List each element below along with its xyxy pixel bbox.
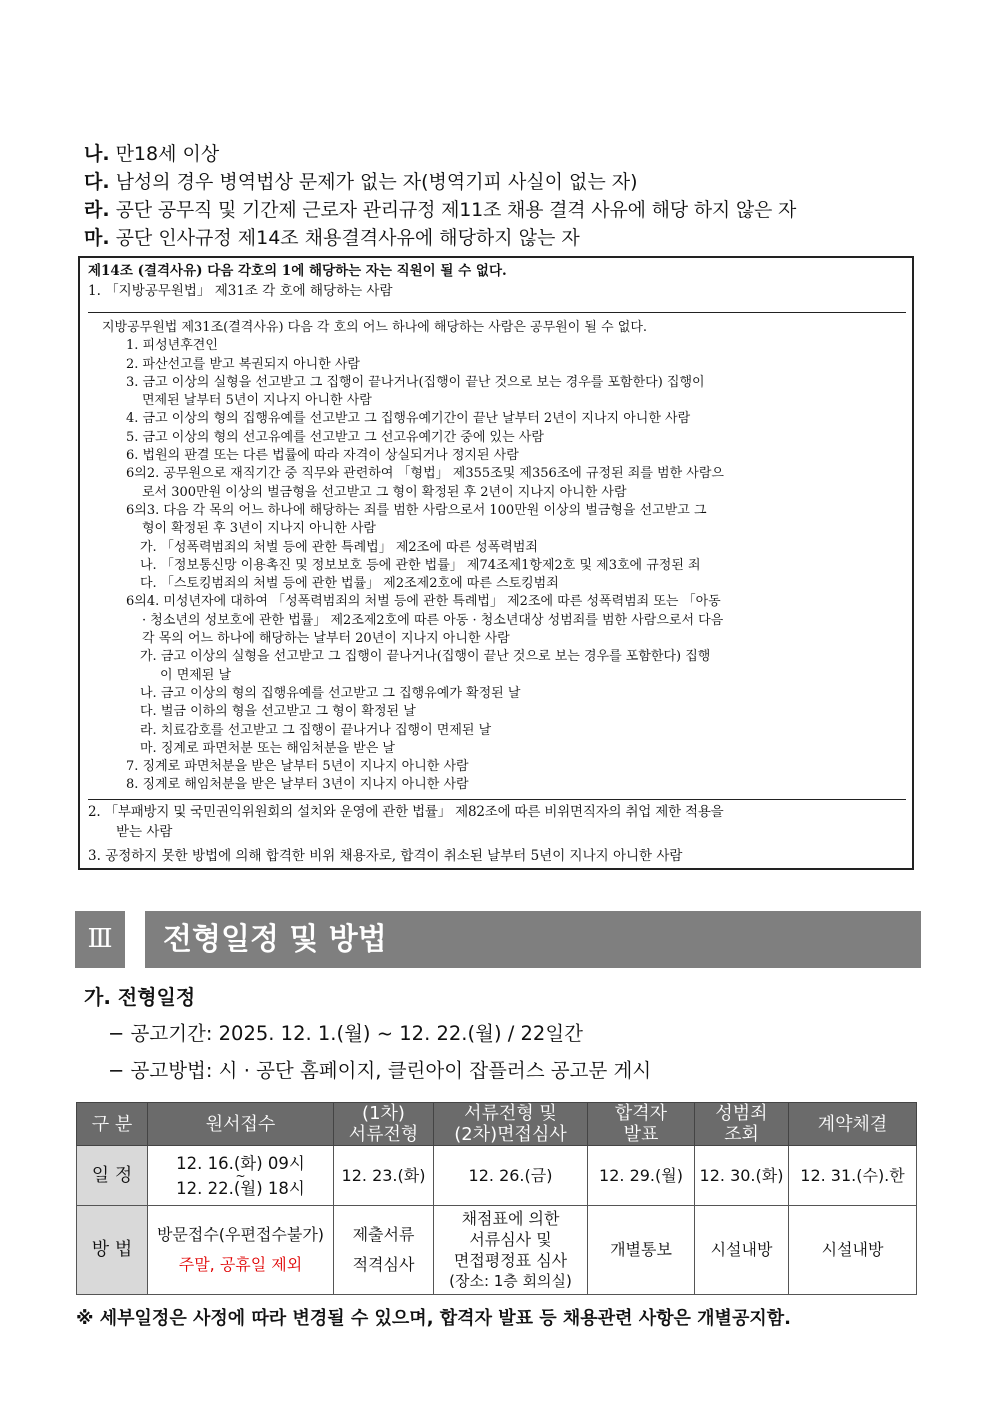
article31-text xyxy=(88,313,906,795)
apply-tilde: ~ xyxy=(235,1168,246,1183)
article14-box xyxy=(78,256,914,870)
doc-line: 제출서류 xyxy=(352,1225,415,1244)
footnote: ※ 세부일정은 사정에 따라 변경될 수 있으며, 합격자 발표 등 채용관련 사항은 개별공지함. xyxy=(76,1308,791,1329)
header-line: (1차) xyxy=(362,1103,405,1124)
article31-line: 1. 피성년후견인 xyxy=(126,338,218,354)
date-cell: 12. 23.(화) xyxy=(334,1146,434,1206)
review-line: (장소: 1층 회의실) xyxy=(449,1272,572,1290)
row-label: 일 정 xyxy=(77,1146,148,1206)
article31-line: 로서 300만원 이상의 벌금형을 선고받고 그 형이 확정된 후 2년이 지나지 아니한 사람 xyxy=(142,484,627,500)
date-cell: 12. 29.(월) xyxy=(588,1146,695,1206)
date-cell: 12. 26.(금) xyxy=(434,1146,588,1206)
item-text: 공단 공무직 및 기간제 근로자 관리규정 제11조 채용 결격 사유에 해당 하지 않은 자 xyxy=(115,199,797,221)
schedule-heading: 가. 전형일정 xyxy=(84,985,196,1009)
item-marker: 라. xyxy=(84,199,110,221)
article31-line: 3. 금고 이상의 실형을 선고받고 그 집행이 끝나거나(집행이 끝난 것으로 보는 경우를 포함한다) 집행이 xyxy=(126,374,705,390)
article14-foot xyxy=(80,800,912,866)
doc-method-cell xyxy=(334,1206,434,1295)
article14-item3: 3. 공정하지 못한 방법에 의해 합격한 비위 채용자로, 합격이 취소된 날부터 5년이 지나지 아니한 사람 xyxy=(88,848,683,864)
header-line: 성범죄 xyxy=(715,1103,768,1124)
section-number: Ⅲ xyxy=(75,911,125,968)
notice-method: − 공고방법: 시 · 공단 홈페이지, 클린아이 잡플러스 공고문 게시 xyxy=(108,1059,652,1082)
method-cell: 시설내방 xyxy=(789,1206,917,1295)
header-cell: 구 분 xyxy=(77,1103,148,1146)
section-header xyxy=(75,911,921,968)
article31-line: 5. 금고 이상의 형의 선고유예를 선고받고 그 선고유예기간 중에 있는 사람 xyxy=(126,429,544,445)
apply-start: 12. 16.(화) 09시 xyxy=(176,1153,305,1173)
table-header-row xyxy=(77,1103,917,1146)
article31-line: 8. 징계로 해임처분을 받은 날부터 3년이 지나지 아니한 사람 xyxy=(126,777,469,793)
article31-line: 6의3. 다음 각 목의 어느 하나에 해당하는 죄를 범한 사람으로서 100만원 이상의 벌금형을 선고받고 그 xyxy=(126,502,707,518)
item-marker: 다. xyxy=(84,171,110,193)
header-line: 조회 xyxy=(724,1124,759,1145)
eligibility-list xyxy=(84,140,934,252)
item-marker: 마. xyxy=(84,227,110,249)
method-cell: 시설내방 xyxy=(695,1206,789,1295)
article31-line: 마. 징계로 파면처분 또는 해임처분을 받은 날 xyxy=(140,740,395,756)
apply-date-cell xyxy=(148,1146,334,1206)
article31-box xyxy=(88,312,906,800)
apply-method: 방문접수(우편접수불가) xyxy=(156,1225,325,1244)
item-marker: 나. xyxy=(84,143,110,165)
article31-line: 6의2. 공무원으로 재직기간 중 직무와 관련하여 「형법」 제355조및 제356조에 규정된 죄를 범한 사람으 xyxy=(126,466,724,482)
method-cell: 개별통보 xyxy=(588,1206,695,1295)
review-line: 채점표에 의한 xyxy=(461,1209,560,1228)
header-line: 서류전형 및 xyxy=(464,1103,557,1124)
article31-line: 나. 「정보통신망 이용촉진 및 정보보호 등에 관한 법률」 제74조제1항제2호 및 제3호에 규정된 죄 xyxy=(140,557,701,573)
table-row-methods xyxy=(77,1206,917,1295)
review-line: 면접평정표 심사 xyxy=(453,1251,568,1270)
notice-period: − 공고기간: 2025. 12. 1.(월) ~ 12. 22.(월) / 22일간 xyxy=(108,1022,584,1045)
header-line: 서류전형 xyxy=(348,1124,419,1145)
item-text: 남성의 경우 병역법상 문제가 없는 자(병역기피 사실이 없는 자) xyxy=(115,171,638,193)
article31-line: 이 면제된 날 xyxy=(160,667,232,683)
review-method-cell xyxy=(434,1206,588,1295)
article31-line: 라. 치료감호를 선고받고 그 집행이 끝나거나 집행이 면제된 날 xyxy=(140,722,492,738)
header-cell xyxy=(334,1103,434,1146)
eligibility-item xyxy=(84,168,934,196)
article31-line: 4. 금고 이상의 형의 집행유예를 선고받고 그 집행유예기간이 끝난 날부터 2년이 지나지 아니한 사람 xyxy=(126,411,691,427)
article14-title: 제14조 (결격사유) 다음 각호의 1에 해당하는 자는 직원이 될 수 없다. xyxy=(88,263,507,279)
header-line: 발표 xyxy=(623,1124,659,1145)
article14-item1: 1. 「지방공무원법」 제31조 각 호에 해당하는 사람 xyxy=(88,283,393,299)
review-line: 서류심사 및 xyxy=(469,1230,552,1249)
article31-line: 7. 징계로 파면처분을 받은 날부터 5년이 지나지 아니한 사람 xyxy=(126,759,469,775)
eligibility-item xyxy=(84,224,934,252)
article31-line: 다. 「스토킹범죄의 처벌 등에 관한 법률」 제2조제2호에 따른 스토킹범죄 xyxy=(140,576,559,592)
apply-end: 12. 22.(월) 18시 xyxy=(176,1178,305,1198)
item-text: 공단 인사규정 제14조 채용결격사유에 해당하지 않는 자 xyxy=(115,227,580,249)
header-line: 합격자 xyxy=(614,1103,668,1124)
article31-line: 2. 파산선고를 받고 복권되지 아니한 사람 xyxy=(126,356,360,372)
eligibility-item xyxy=(84,140,934,168)
article31-line: 각 목의 어느 하나에 해당하는 날부터 20년이 지나지 아니한 사람 xyxy=(142,631,510,647)
schedule-table xyxy=(76,1102,917,1295)
article31-line: 6. 법원의 판결 또는 다른 법률에 따라 자격이 상실되거나 정지된 사람 xyxy=(126,448,519,464)
article14-item2: 2. 「부패방지 및 국민권익위원회의 설치와 운영에 관한 법률」 제82조에 따른 비위면직자의 취업 제한 적용을 xyxy=(88,804,724,820)
article31-line: 6의4. 미성년자에 대하여 「성폭력범죄의 처벌 등에 관한 특례법」 제2조에 따른 성폭력범죄 또는 「아동 xyxy=(126,594,721,610)
header-cell: 계약체결 xyxy=(789,1103,917,1146)
eligibility-item xyxy=(84,196,934,224)
header-cell: 원서접수 xyxy=(148,1103,334,1146)
header-cell xyxy=(434,1103,588,1146)
header-cell xyxy=(695,1103,789,1146)
article14-head xyxy=(80,258,912,301)
doc-line: 적격심사 xyxy=(352,1255,415,1274)
article31-line: 지방공무원법 제31조(결격사유) 다음 각 호의 어느 하나에 해당하는 사람은 공무원이 될 수 없다. xyxy=(102,320,648,335)
article31-line: · 청소년의 성보호에 관한 법률」 제2조제2호에 따른 아동 · 청소년대상 성범죄를 범한 사람으로서 다음 xyxy=(142,612,724,628)
date-cell: 12. 31.(수).한 xyxy=(789,1146,917,1206)
section-title: 전형일정 및 방법 xyxy=(145,911,921,968)
row-label: 방 법 xyxy=(77,1206,148,1295)
table-row-dates xyxy=(77,1146,917,1206)
item-text: 만18세 이상 xyxy=(115,143,220,165)
apply-method-cell xyxy=(148,1206,334,1295)
article31-line: 나. 금고 이상의 형의 집행유예를 선고받고 그 집행유예가 확정된 날 xyxy=(140,685,521,701)
apply-note: 주말, 공휴일 제외 xyxy=(178,1255,303,1274)
header-cell xyxy=(588,1103,695,1146)
date-cell: 12. 30.(화) xyxy=(695,1146,789,1206)
article31-line: 형이 확정된 후 3년이 지나지 아니한 사람 xyxy=(142,521,376,537)
article31-line: 다. 벌금 이하의 형을 선고받고 그 형이 확정된 날 xyxy=(140,704,416,720)
article14-item2-cont: 받는 사람 xyxy=(116,824,173,840)
article31-line: 가. 「성폭력범죄의 처벌 등에 관한 특례법」 제2조에 따른 성폭력범죄 xyxy=(140,539,538,555)
header-line: (2차)면접심사 xyxy=(454,1124,567,1145)
article31-line: 면제된 날부터 5년이 지나지 아니한 사람 xyxy=(142,393,372,409)
article31-line: 가. 금고 이상의 실형을 선고받고 그 집행이 끝나거나(집행이 끝난 것으로 보는 경우를 포함한다) 집행 xyxy=(140,649,711,665)
